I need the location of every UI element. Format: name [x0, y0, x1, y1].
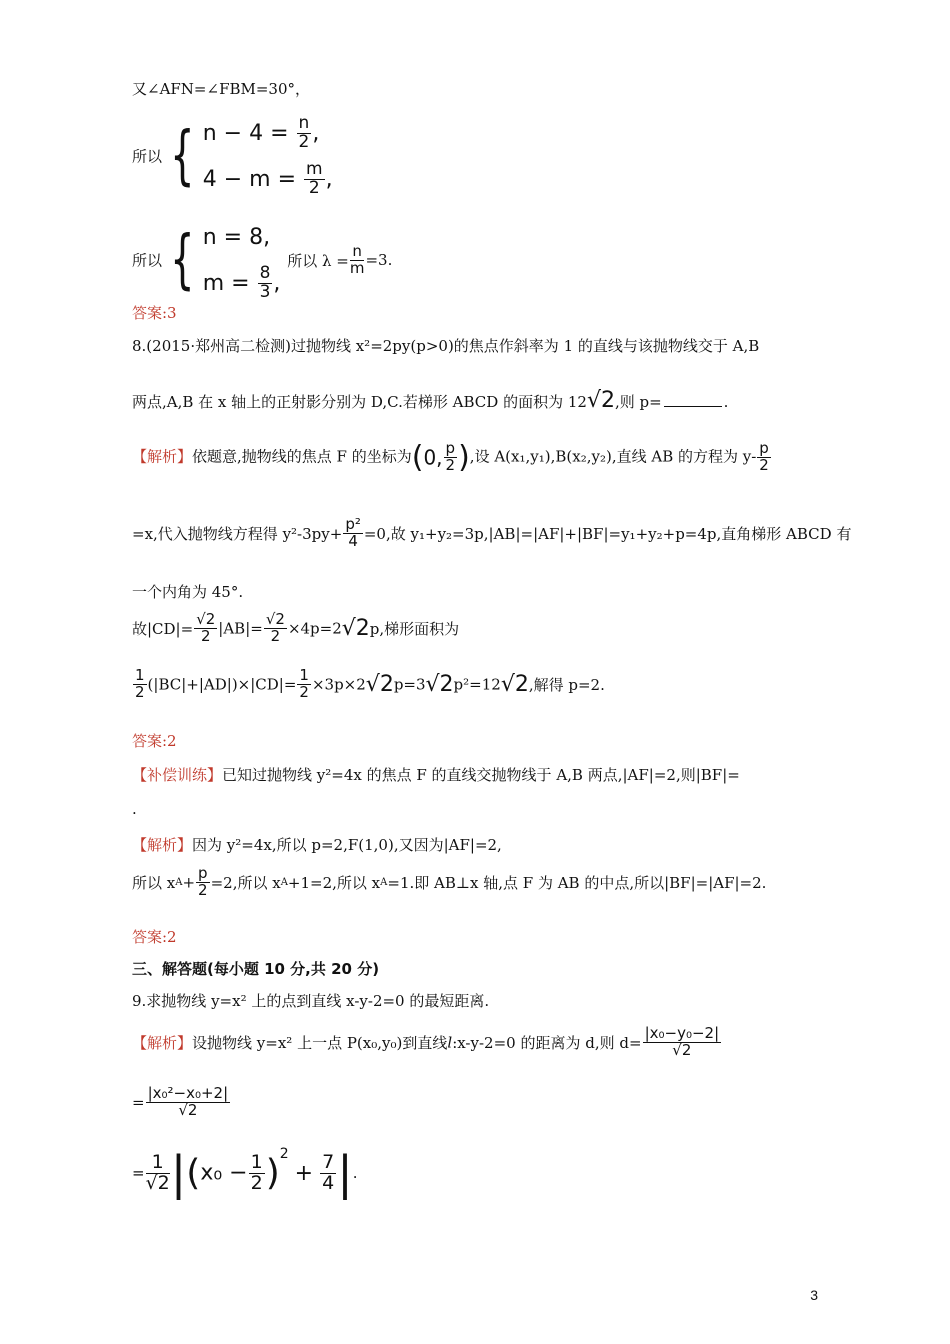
equation-row: n = 8, [202, 224, 271, 250]
left-brace: { [170, 119, 195, 193]
equation-row: 4 − m = $\frac{m}{2}$ , [202, 158, 333, 198]
solution-9-line2: = $\frac{\text{|x₀²−x₀+2|}}{√2}$ [132, 1084, 229, 1119]
solution-8-line2: =x,代入抛物线方程得 y²-3py+ $\frac{\text{p²}}{4}$ =0,故 y₁+y₂=3p,|AB|=|AF|+|BF|=y₁+y₂+p=4p,直角梯形 ABCD 有 [132, 515, 852, 550]
solution-9-line3: = $\frac{1}{√2}$ |(x₀ − $\frac{1}{2}$ )$^2$+ $\frac{7}{4}$ |. [132, 1146, 358, 1200]
solution-8-line4: 故|CD|= $\frac{√2}{2}$ |AB|= $\frac{√2}{2}$ ×4p=2√2p,梯形面积为 [132, 610, 460, 645]
analysis-tag: 【解析】 [132, 836, 193, 854]
angle-statement: 又∠AFN=∠FBM=30°， [132, 80, 311, 98]
analysis-tag: 【解析】 [132, 447, 193, 466]
section-heading: 三、解答题(每小题 10 分,共 20 分) [132, 960, 380, 978]
solution-8-line1: 【解析】依题意,抛物线的焦点 F 的坐标为(0, $\frac{p}{2}$ ),设 A(x₁,y₁),B(x₂,y₂),直线 AB 的方程为 y- $\frac{p}{2}$ [132, 439, 769, 475]
system-of-equations-1 [132, 110, 333, 202]
question-9: 9.求抛物线 y=x² 上的点到直线 x-y-2=0 的最短距离. [132, 992, 490, 1010]
compensation-dot: . [132, 800, 137, 818]
question-8-line2: 两点,A,B 在 x 轴上的正射影分别为 D,C.若梯形 ABCD 的面积为 12√2,则 p= . [132, 388, 729, 413]
solution-9-line1: 【解析】设抛物线 y=x² 上一点 P(x₀,y₀)到直线l:x-y-2=0 的距离为 d,则 d= $\frac{\text{|x₀−y₀−2|}}{√2}$ [132, 1024, 720, 1059]
system1-prefix: 所以 [132, 147, 163, 166]
equation-row: m = $\frac{8}{3}$ , [202, 262, 281, 302]
compensation-training: 【补偿训练】已知过抛物线 y²=4x 的焦点 F 的直线交抛物线于 A,B 两点,|AF|=2,则|BF|= [132, 766, 740, 784]
solution-8-line3: 一个内角为 45°. [132, 583, 244, 601]
answer-3: 答案:2 [132, 928, 177, 946]
page-number: 3 [810, 1287, 818, 1303]
compensation-tag: 【补偿训练】 [132, 766, 223, 784]
answer-2: 答案:2 [132, 732, 177, 750]
compensation-solution-line2: 所以 xA+ $\frac{p}{2}$ =2,所以 xA+1=2,所以 xA=1.即 AB⊥x 轴,点 F 为 AB 的中点,所以|BF|=|AF|=2. [132, 864, 767, 899]
question-8-line1: 8.(2015·郑州高二检测)过抛物线 x²=2py(p>0)的焦点作斜率为 1 的直线与该抛物线交于 A,B [132, 337, 760, 355]
left-brace: { [170, 223, 195, 297]
compensation-solution-line1: 【解析】因为 y²=4x,所以 p=2,F(1,0),又因为|AF|=2, [132, 836, 502, 854]
answer-1: 答案:3 [132, 304, 177, 322]
equation-row: n − 4 = $\frac{n}{2}$ , [202, 112, 320, 152]
analysis-tag: 【解析】 [132, 1033, 193, 1052]
solution-8-line5: $\frac{1}{2}$ (|BC|+|AD|)×|CD|= $\frac{1}{2}$ ×3p×2√2p=3√2p²=12√2,解得 p=2. [135, 666, 605, 701]
answer-blank [664, 406, 722, 407]
system-of-equations-2: 所以 { n = 8, m = $\frac{8}{3}$ , 所以 λ = $\frac{n}{m}$ =3. [132, 214, 392, 306]
